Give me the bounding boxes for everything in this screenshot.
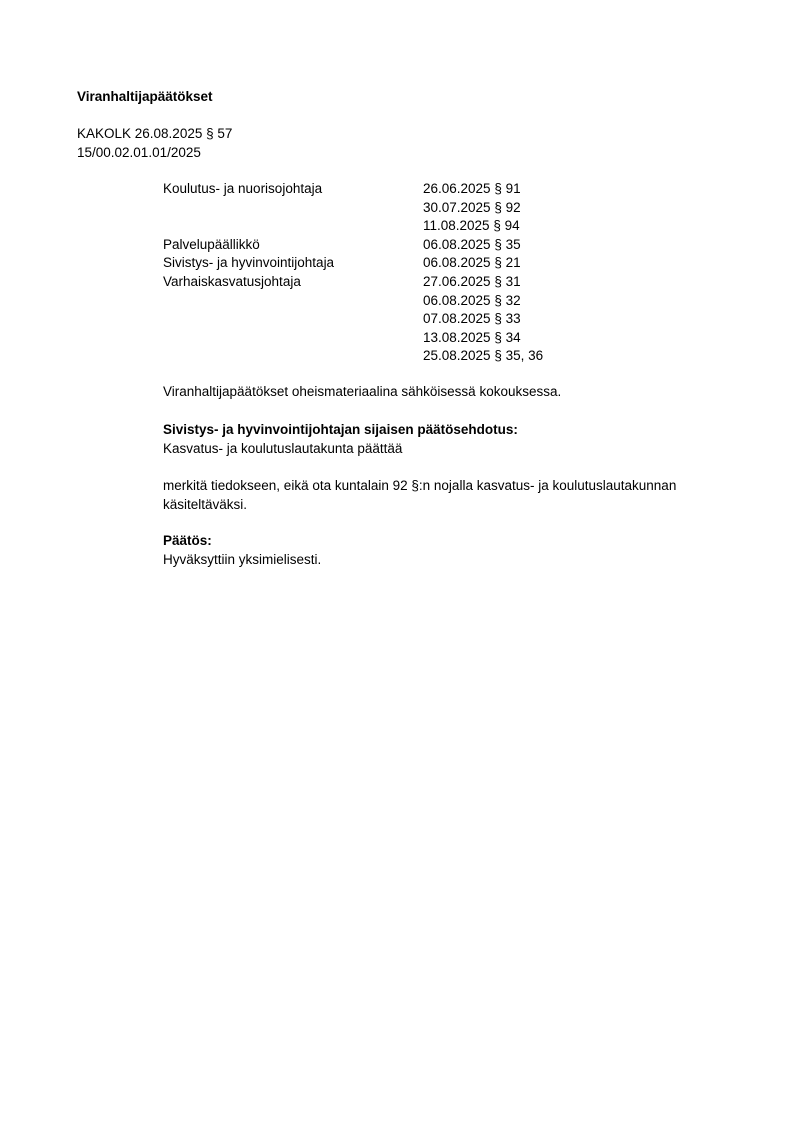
proposal-subject: Kasvatus- ja koulutuslautakunta päättää — [163, 441, 403, 456]
decision-row — [163, 254, 583, 273]
decision-row — [163, 292, 583, 311]
case-number: 15/00.02.01.01/2025 — [77, 145, 201, 160]
decision-reference: 11.08.2025 § 94 — [423, 218, 520, 234]
decision-row — [163, 180, 583, 199]
meeting-reference: KAKOLK 26.08.2025 § 57 — [77, 126, 233, 141]
decision-row — [163, 329, 583, 348]
decision-role: Palvelupäällikkö — [163, 236, 260, 252]
decision-reference: 06.08.2025 § 21 — [423, 255, 521, 271]
decision-reference: 07.08.2025 § 33 — [423, 311, 521, 327]
decision-row — [163, 199, 583, 218]
decision-reference: 25.08.2025 § 35, 36 — [423, 348, 544, 364]
decision-row — [163, 217, 583, 236]
decision-list — [163, 180, 583, 366]
proposal-body: merkitä tiedokseen, eikä ota kuntalain 92 §:n nojalla kasvatus- ja koulutuslautakunnan käsiteltäväksi. — [163, 478, 677, 512]
decision-role: Koulutus- ja nuorisojohtaja — [163, 181, 323, 196]
decision-role: Varhaiskasvatusjohtaja — [163, 273, 301, 289]
attachment-note: Viranhaltijapäätökset oheismateriaalina sähköisessä kokouksessa. — [163, 384, 562, 399]
document-title: Viranhaltijapäätökset — [77, 89, 213, 104]
decision-row — [163, 310, 583, 329]
decision-text: Hyväksyttiin yksimielisesti. — [163, 552, 322, 567]
decision-heading: Päätös: — [163, 533, 212, 548]
decision-reference: 06.08.2025 § 35 — [423, 236, 521, 252]
decision-reference: 30.07.2025 § 92 — [423, 199, 521, 215]
decision-row — [163, 273, 583, 292]
decision-role: Sivistys- ja hyvinvointijohtaja — [163, 255, 335, 271]
decision-row — [163, 347, 583, 366]
decision-reference: 13.08.2025 § 34 — [423, 329, 521, 345]
proposal-heading: Sivistys- ja hyvinvointijohtajan sijaisen päätösehdotus: — [163, 422, 518, 437]
decision-reference: 26.06.2025 § 91 — [423, 181, 521, 196]
decision-reference: 27.06.2025 § 31 — [423, 273, 521, 289]
decision-reference: 06.08.2025 § 32 — [423, 292, 521, 308]
decision-row — [163, 236, 583, 255]
